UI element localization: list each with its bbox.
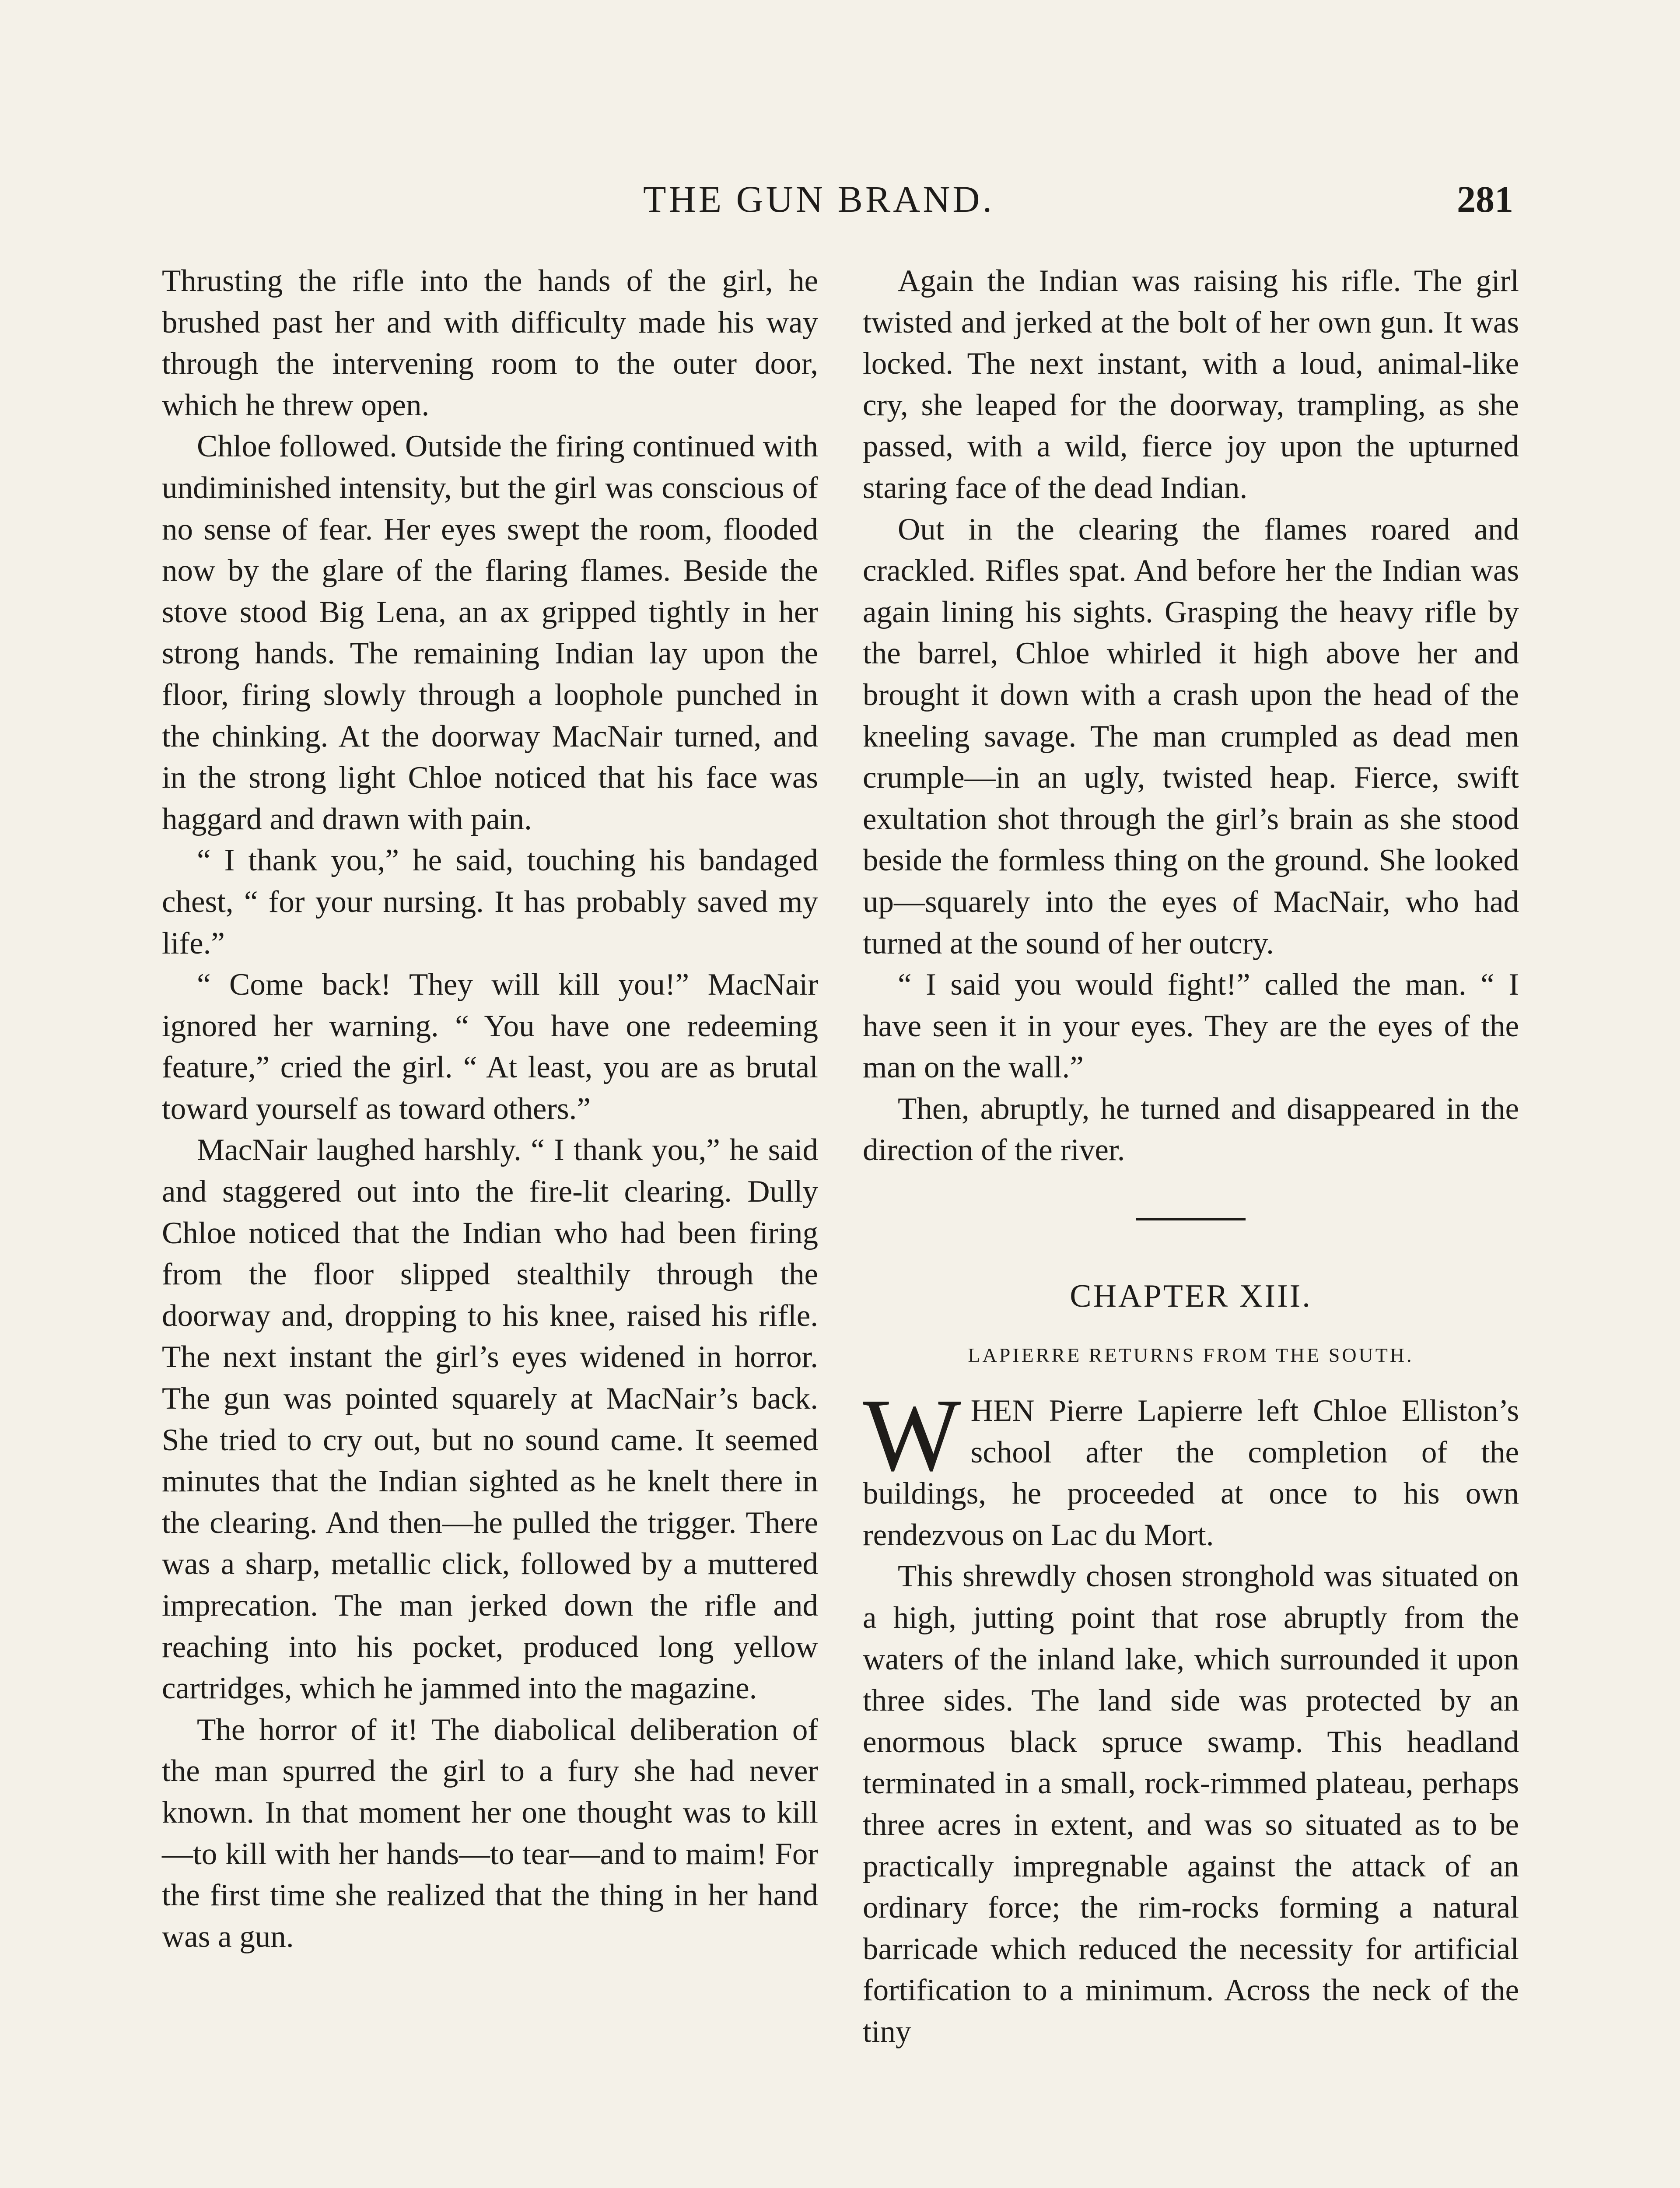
drop-cap: W	[863, 1378, 961, 1493]
paragraph: The horror of it! The diabolical deliberation of the man spurred the girl to a fury she had never known. In that moment her one thought was to kill—to kill with her hands—to tear—and to maim! For the first time she realized that the thing in her hand was a gun.	[162, 1712, 818, 1954]
chapter-title: LAPIERRE RETURNS FROM THE SOUTH.	[968, 1344, 1414, 1367]
paragraph: Then, abruptly, he turned and disappeared in the direction of the river.	[863, 1091, 1519, 1168]
paragraph: MacNair laughed harshly. “ I thank you,” he said and staggered out into the fire-lit clearing. Dully Chloe noticed that the Indian who had been firing from the floor slipped stealthily through the doorway and, dropping to his knee, raised his rifle. The next instant the girl’s eyes widened in horror. The gun was pointed squarely at MacNair’s back. She tried to cry out, but no sound came. It seemed minutes that the Indian sighted as he knelt there in the clearing. And then—he pulled the trigger. There was a sharp, metallic click, followed by a muttered imprecation. The man jerked down the rifle and reaching into his pocket, produced long yellow cartridges, which he jammed into the magazine.	[162, 1133, 818, 1706]
paragraph: Chloe followed. Outside the firing continued with undiminished intensity, but the girl was conscious of no sense of fear. Her eyes swept the room, flooded now by the glare of the flaring flames. Beside the stove stood Big Lena, an ax gripped tightly in her strong hands. The remaining Indian lay upon the floor, firing slowly through a loophole punched in the chinking. At the doorway MacNair turned, and in the strong light Chloe noticed that his face was haggard and drawn with pain.	[162, 429, 818, 836]
running-title: THE GUN BRAND.	[643, 178, 995, 220]
chapter-number: CHAPTER XIII.	[1070, 1278, 1312, 1315]
paragraph: “ Come back! They will kill you!” MacNair ignored her warning. “ You have one redeeming feature,” cried the girl. “ At least, you are as brutal toward yourself as toward others.”	[162, 968, 818, 1126]
paragraph: Thrusting the rifle into the hands of the girl, he brushed past her and with difficulty made his way through the intervening room to the outer door, which he threw open.	[162, 264, 818, 422]
section-divider	[1136, 1218, 1246, 1220]
left-column	[162, 260, 818, 1957]
paragraph: “ I thank you,” he said, touching his bandaged chest, “ for your nursing. It has probably saved my life.”	[162, 843, 818, 961]
paragraph: Again the Indian was raising his rifle. The girl twisted and jerked at the bolt of her own gun. It was locked. The next instant, with a loud, animal-like cry, she leaped for the doorway, trampling, as she passed, with a wild, fierce joy upon the upturned staring face of the dead Indian.	[863, 264, 1519, 505]
opening-text: HEN Pierre Lapierre left Chloe Elliston’s school after the completion of the buildings, he proceeded at once to his own rendezvous on Lac du Mort.	[863, 1394, 1519, 1552]
chapter-opening-paragraph	[863, 1378, 1519, 1556]
paragraph: “ I said you would fight!” called the man. “ I have seen it in your eyes. They are the eyes of the man on the wall.”	[863, 968, 1519, 1085]
right-column	[863, 260, 1519, 2053]
page-number: 281	[1457, 178, 1513, 220]
paragraph: This shrewdly chosen stronghold was situated on a high, jutting point that rose abruptly from the waters of the inland lake, which surrounded it upon three sides. The land side was protected by an enormous black spruce swamp. This headland terminated in a small, rock-rimmed plateau, perhaps three acres in extent, and was so situated as to be practically impregnable against the attack of an ordinary force; the rim-rocks forming a natural barricade which reduced the necessity for artificial fortification to a minimum. Across the neck of the tiny	[863, 1559, 1519, 2049]
paragraph: Out in the clearing the flames roared and crackled. Rifles spat. And before her the Indian was again lining his sights. Grasping the heavy rifle by the barrel, Chloe whirled it high above her and brought it down with a crash upon the head of the kneeling savage. The man crumpled as dead men crumple—in an ugly, twisted heap. Fierce, swift exultation shot through the girl’s brain as she stood beside the formless thing on the ground. She looked up—squarely into the eyes of MacNair, who had turned at the sound of her outcry.	[863, 512, 1519, 961]
